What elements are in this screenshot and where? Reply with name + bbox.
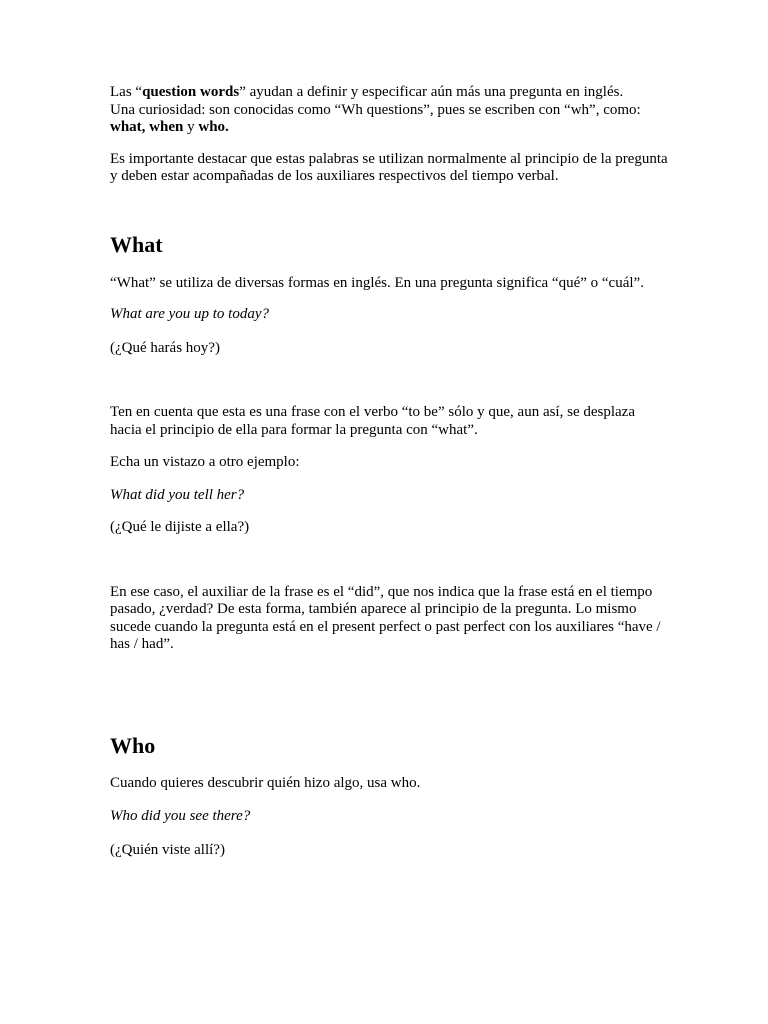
- intro-line-1-suffix: ” ayudan a definir y especificar aún más una pregunta en inglés.: [239, 84, 624, 100]
- intro-paragraph: [110, 84, 670, 137]
- intro-line-1-prefix: Las “: [110, 84, 143, 100]
- what-note-1: Ten en cuenta que esta es una frase con el verbo “to be” sólo y que, aun así, se desplaza hacia el principio de ella para formar la pregunta con “what”.: [110, 404, 635, 438]
- what-example-2: What did you tell her?: [110, 486, 245, 503]
- who-translation: (¿Quién viste allí?): [110, 841, 225, 858]
- what-example-1: What are you up to today?: [110, 306, 270, 322]
- what-example-lead: Echa un vistazo a otro ejemplo:: [110, 454, 300, 470]
- who-example: Who did you see there?: [110, 808, 251, 824]
- what-heading: What: [110, 231, 163, 257]
- document-page: [110, 84, 670, 859]
- wh-word-who: who.: [198, 119, 229, 135]
- what-translation-2: (¿Qué le dijiste a ella?): [110, 519, 250, 535]
- intro-line-3-connector: y: [183, 119, 199, 135]
- wh-words-what-when: what, when: [110, 119, 184, 135]
- who-definition: Cuando quieres descubrir quién hizo algo, usa who.: [110, 774, 421, 791]
- intro-paragraph-2: Es importante destacar que estas palabras se utilizan normalmente al principio de la pregunta y deben estar acompañadas de los auxiliares respectivos del tiempo verbal.: [110, 150, 668, 184]
- what-note-2: En ese caso, el auxiliar de la frase es el “did”, que nos indica que la frase está en el tiempo pasado, ¿verdad? De esta forma, también aparece al principio de la pregunta. Lo mismo sucede cuando la pregunta está en el present perfect o past perfect con los auxiliares “have / has / had”.: [110, 583, 661, 652]
- question-words-term: question words: [142, 84, 240, 100]
- what-translation-1: (¿Qué harás hoy?): [110, 339, 220, 356]
- intro-line-2: Una curiosidad: son conocidas como “Wh questions”, pues se escriben con “wh”, como:: [110, 101, 641, 118]
- who-heading: Who: [110, 732, 156, 758]
- what-definition: “What” se utiliza de diversas formas en inglés. En una pregunta significa “qué” o “cuál”.: [110, 274, 644, 291]
